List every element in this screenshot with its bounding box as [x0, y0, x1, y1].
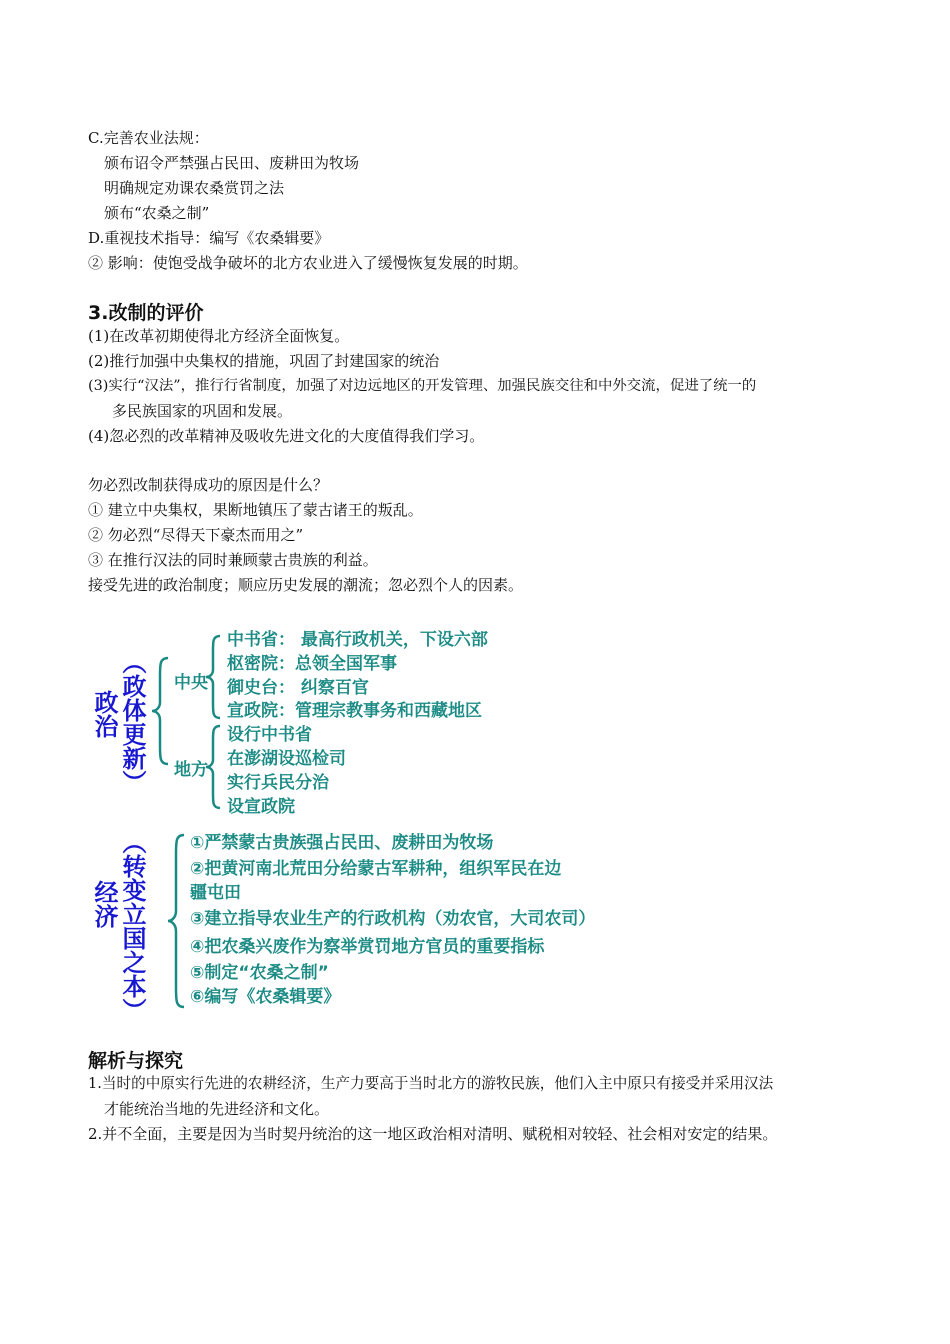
economy-brace [166, 833, 188, 1009]
economy-item-6: ⑥编写《农桑辑要》 [190, 987, 341, 1007]
economy-item-1: ①严禁蒙古贵族强占民田、废耕田为牧场 [190, 833, 494, 853]
economy-label: 经济 [90, 880, 118, 928]
local-item-1: 设行中书省 [227, 725, 312, 745]
economy-sublabel: （转变立国之本） [118, 830, 146, 1022]
reasons-summary: 接受先进的政治制度；顺应历史发展的潮流；忽必烈个人的因素。 [88, 576, 524, 594]
influence-line: ② 影响：使饱受战争破坏的北方农业进入了缓慢恢复发展的时期。 [88, 254, 528, 272]
reasons-question: 勿必烈改制获得成功的原因是什么？ [88, 476, 329, 494]
economy-item-4: ④把农桑兴废作为察举赏罚地方官员的重要指标 [190, 937, 545, 957]
central-item-2: 枢密院：总领全国军事 [227, 654, 397, 674]
evaluation-item-2: (2)推行加强中央集权的措施，巩固了封建国家的统治 [88, 352, 440, 370]
local-item-4: 设宣政院 [227, 797, 295, 817]
economy-item-2: ②把黄河南北荒田分给蒙古军耕种，组织军民在边 [190, 859, 562, 879]
c-item-1: 颁布诏令严禁强占民田、废耕田为牧场 [104, 154, 360, 172]
evaluation-item-4: (4)忽必烈的改革精神及吸收先进文化的大度值得我们学习。 [88, 427, 485, 445]
local-label: 地方 [174, 760, 208, 780]
c-item-2: 明确规定劝课农桑赏罚之法 [104, 179, 285, 197]
local-item-2: 在澎湖设巡检司 [227, 749, 346, 769]
politics-main-brace [150, 656, 172, 766]
central-label: 中央 [174, 673, 208, 693]
economy-item-2-cont: 疆屯田 [190, 883, 241, 903]
evaluation-item-1: (1)在改革初期使得北方经济全面恢复。 [88, 327, 350, 345]
analysis-item-2: 2.并不全面，主要是因为当时契丹统治的这一地区政治相对清明、赋税相对较轻、社会相对安定的结果。 [88, 1125, 778, 1143]
central-item-1: 中书省： 最高行政机关，下设六部 [227, 630, 488, 650]
local-item-3: 实行兵民分治 [227, 773, 329, 793]
economy-item-5: ⑤制定“农桑之制” [190, 963, 329, 983]
central-brace [204, 634, 224, 720]
analysis-item-1-cont: 才能统治当地的先进经济和文化。 [104, 1100, 330, 1118]
analysis-heading: 解析与探究 [88, 1050, 184, 1072]
reason-item-2: ② 勿必烈“尽得天下豪杰而用之” [88, 526, 304, 544]
section-c-title: C.完善农业法规： [88, 129, 209, 147]
evaluation-heading: 3.改制的评价 [88, 302, 204, 324]
evaluation-item-3-cont: 多民族国家的巩固和发展。 [112, 402, 293, 420]
economy-item-3: ③建立指导农业生产的行政机构（劝农官，大司农司） [190, 909, 596, 929]
reason-item-1: ① 建立中央集权，果断地镇压了蒙古诸王的叛乱。 [88, 501, 423, 519]
politics-label: 政治 [90, 690, 118, 738]
c-item-3: 颁布“农桑之制” [104, 204, 210, 222]
section-d-line: D.重视技术指导：编写《农桑辑要》 [88, 229, 330, 247]
evaluation-item-3: (3)实行“汉法”，推行行省制度，加强了对边远地区的开发管理、加强民族交往和中外交流，促进了统一的 [88, 378, 757, 394]
central-item-3: 御史台： 纠察百官 [227, 678, 369, 698]
local-brace [204, 724, 224, 810]
politics-sublabel: （政体更新） [118, 650, 146, 794]
analysis-item-1: 1.当时的中原实行先进的农耕经济，生产力要高于当时北方的游牧民族，他们入主中原只有接受并采用汉法 [88, 1075, 774, 1092]
reason-item-3: ③ 在推行汉法的同时兼顾蒙古贵族的利益。 [88, 551, 378, 569]
central-item-4: 宣政院：管理宗教事务和西藏地区 [227, 701, 482, 721]
